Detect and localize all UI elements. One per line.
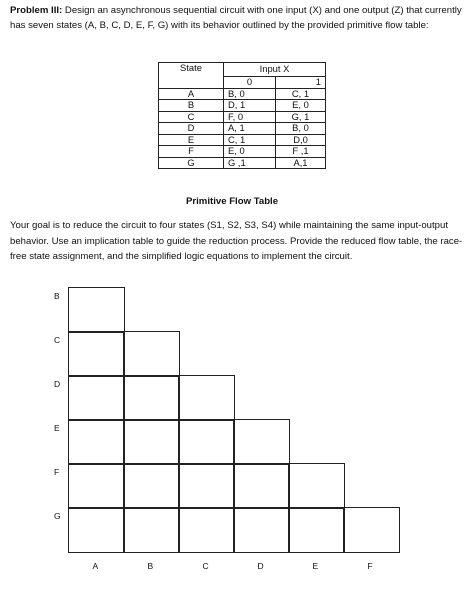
problem-title: Problem III: [10,5,63,16]
goal-text: Your goal is to reduce the circuit to four states (S1, S2, S3, S4) while maintaining the same input-output behavior. Use an implication table to guide the reduction process. Provide the reduced flow table, the race-free state assignment, and the simplified logic equations to implement the circuit. [10,220,463,262]
col-label: B [147,561,154,571]
implication-cell[interactable] [68,463,125,509]
state-cell: C [159,111,224,123]
implication-cell[interactable] [178,419,235,465]
implication-cell[interactable] [343,507,400,553]
table-row [159,123,326,135]
row-label: G [54,511,61,521]
input-col-1: 1 [276,77,326,89]
table-row [159,111,326,123]
state-cell: B [159,100,224,112]
table-row [159,146,326,158]
next-state-x0: F, 0 [224,111,276,123]
state-cell: D [159,123,224,135]
problem-text: Design an asynchronous sequential circuit with one input (X) and one output (Z) that currently has seven states (A, B, C, D, E, F, G) with its behavior outlined by the provided primitive flow table: [10,5,462,31]
next-state-x1: G, 1 [276,111,326,123]
primitive-flow-table [158,62,326,169]
implication-cell[interactable] [68,419,125,465]
table-row [159,88,326,100]
next-state-x1: F ,1 [276,146,326,158]
next-state-x0: D, 1 [224,100,276,112]
row-label: C [54,335,61,345]
next-state-x0: E, 0 [224,146,276,158]
input-header: Input X [224,63,326,77]
col-label: A [92,561,99,571]
col-label: D [257,561,264,571]
next-state-x0: C, 1 [224,134,276,146]
implication-cell[interactable] [178,375,235,421]
implication-cell[interactable] [288,463,345,509]
col-label: C [202,561,209,571]
input-col-0: 0 [224,77,276,89]
implication-cell[interactable] [68,507,125,553]
implication-cell[interactable] [233,507,290,553]
implication-cell[interactable] [288,507,345,553]
implication-cell[interactable] [123,419,180,465]
next-state-x1: B, 0 [276,123,326,135]
row-label: E [54,423,60,433]
problem-statement [10,3,468,33]
state-cell: F [159,146,224,158]
next-state-x1: A,1 [276,157,326,169]
row-label: D [54,379,61,389]
table-caption: Primitive Flow Table [186,196,279,207]
state-cell: G [159,157,224,169]
next-state-x1: C, 1 [276,88,326,100]
next-state-x1: D,0 [276,134,326,146]
table-row [159,100,326,112]
implication-cell[interactable] [68,331,125,377]
implication-cell[interactable] [178,463,235,509]
col-label: F [367,561,373,571]
row-label: B [54,291,60,301]
next-state-x1: E, 0 [276,100,326,112]
next-state-x0: B, 0 [224,88,276,100]
implication-cell[interactable] [233,419,290,465]
implication-cell[interactable] [123,463,180,509]
implication-cell[interactable] [123,507,180,553]
implication-cell[interactable] [178,507,235,553]
implication-cell[interactable] [233,463,290,509]
implication-cell[interactable] [68,287,125,333]
implication-cell[interactable] [123,331,180,377]
state-cell: E [159,134,224,146]
table-row [159,134,326,146]
table-row [159,157,326,169]
col-label: E [312,561,319,571]
implication-cell[interactable] [68,375,125,421]
state-header: State [159,63,224,89]
next-state-x0: G ,1 [224,157,276,169]
implication-cell[interactable] [123,375,180,421]
state-cell: A [159,88,224,100]
row-label: F [54,467,60,477]
next-state-x0: A, 1 [224,123,276,135]
